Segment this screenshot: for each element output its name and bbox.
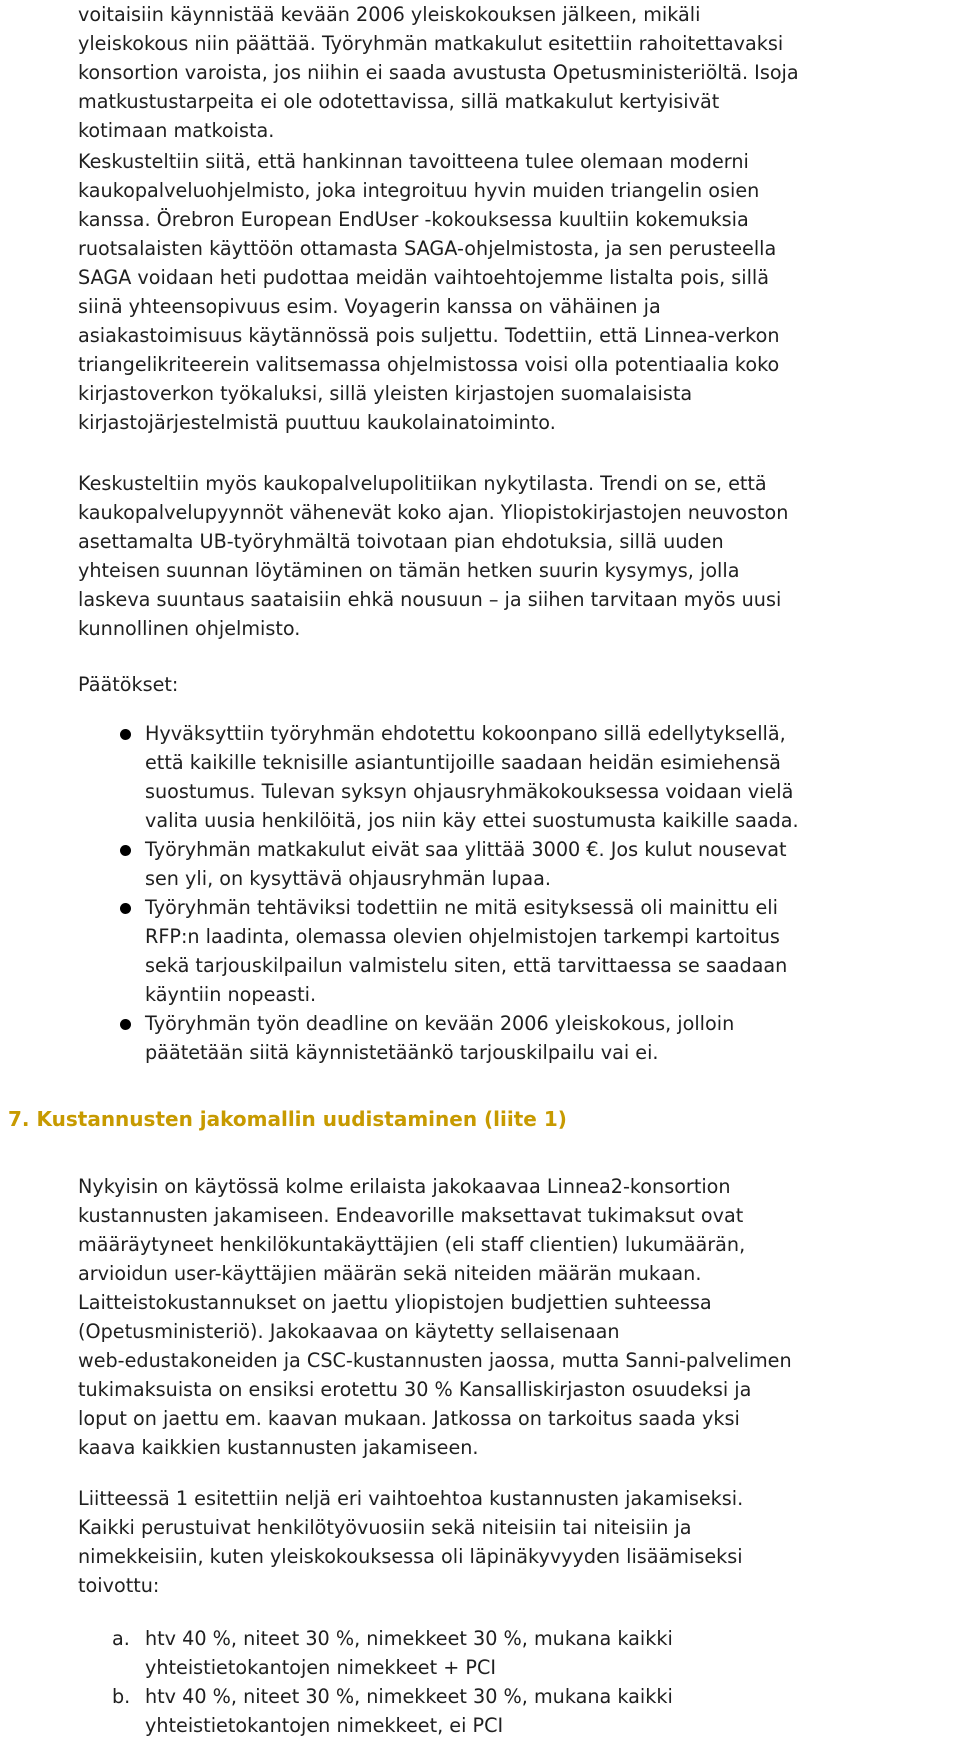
decision-item: Työryhmän työn deadline on kevään 2006 yleiskokous, jolloin päätetään siitä käynnistetäänkö tarjouskilpailu vai ei.: [145, 1012, 735, 1064]
bullet-icon: [120, 845, 131, 856]
option-text: htv 40 %, niteet 30 %, nimekkeet 30 %, mukana kaikki yhteistietokantojen nimekkeet + PCI: [145, 1627, 673, 1679]
option-text: htv 40 %, niteet 30 %, nimekkeet 30 %, mukana kaikki yhteistietokantojen nimekkeet, ei PCI: [145, 1685, 673, 1737]
paragraph-alternatives: Liitteessä 1 esitettiin neljä eri vaihtoehtoa kustannusten jakamiseksi. Kaikki perustuivat henkilötyövuosiin sekä niteisiin tai niteisiin ja nimekkeisiin, kuten yleiskokouksessa oli läpinäkyvyyden lisäämiseksi toivottu:: [78, 1487, 744, 1597]
decision-item: Työryhmän tehtäviksi todettiin ne mitä esityksessä oli mainittu eli RFP:n laadinta, olemassa olevien ohjelmistojen tarkempi kartoitus sekä tarjouskilpailun valmistelu siten, että tarvittaessa se saadaan käyntiin nopeasti.: [145, 896, 788, 1006]
bullet-icon: [120, 1019, 131, 1030]
bullet-icon: [120, 729, 131, 740]
paragraph-policy-discussion: Keskusteltiin myös kaukopalvelupolitiikan nykytilasta. Trendi on se, että kaukopalvelupyynnöt vähenevät koko ajan. Yliopistokirjastojen neuvoston asettamalta UB-työryhmältä toivotaan pian ehdotuksia, sillä uuden yhteisen suunnan löytäminen on tämän hetken suurin kysymys, jolla laskeva suuntaus saataisiin ehkä nousuun – ja siihen tarvitaan myös uusi kunnollinen ohjelmisto.: [78, 472, 789, 640]
list-marker: a.: [112, 1627, 130, 1650]
paragraph-travel-costs: voitaisiin käynnistää kevään 2006 yleiskokouksen jälkeen, mikäli yleiskokous niin päättää. Työryhmän matkakulut esitettiin rahoitettavaksi konsortion varoista, jos niihin ei saada avustusta Opetusministeriöltä. Isoja matkustustarpeita ei ole odotettavissa, sillä matkakulut kertyisivät kotimaan matkoista.: [78, 3, 799, 142]
decisions-label: Päätökset:: [78, 673, 179, 696]
bullet-icon: [120, 903, 131, 914]
section-7-title: 7. Kustannusten jakomallin uudistaminen (liite 1): [8, 1107, 567, 1131]
paragraph-cost-formulas: Nykyisin on käytössä kolme erilaista jakokaavaa Linnea2-konsortion kustannusten jakamiseen. Endeavorille maksettavat tukimaksut ovat määräytyneet henkilökuntakäyttäjien (eli staff clientien) lukumäärän, arvioidun user-käyttäjien määrän sekä niteiden määrän mukaan. Laitteistokustannukset on jaettu yliopistojen budjettien suhteessa (Opetusministeriö). Jakokaavaa on käytetty sellaisenaan web-edustakoneiden ja CSC-kustannusten jaossa, mutta Sanni-palvelimen tukimaksuista on ensiksi erotettu 30 % Kansalliskirjaston osuudeksi ja loput on jaettu em. kaavan mukaan. Jatkossa on tarkoitus saada yksi kaava kaikkien kustannusten jakamiseen.: [78, 1175, 792, 1459]
paragraph-software-discussion: Keskusteltiin siitä, että hankinnan tavoitteena tulee olemaan moderni kaukopalveluohjelmisto, joka integroituu hyvin muiden triangelin osien kanssa. Örebron European EndUser -kokouksessa kuultiin kokemuksia ruotsalaisten käyttöön ottamasta SAGA-ohjelmistosta, ja sen perusteella SAGA voidaan heti pudottaa meidän vaihtoehtojemme listalta pois, sillä siinä yhteensopivuus esim. Voyagerin kanssa on vähäinen ja asiakastoimisuus käytännössä pois suljettu. Todettiin, että Linnea-verkon triangelikriteerein valitsemassa ohjelmistossa voisi olla potentiaalia koko kirjastoverkon työkaluksi, sillä yleisten kirjastojen suomalaisista kirjastojärjestelmistä puuttuu kaukolainatoiminto.: [78, 150, 780, 434]
list-marker: b.: [112, 1685, 131, 1708]
decision-item: Työryhmän matkakulut eivät saa ylittää 3000 €. Jos kulut nousevat sen yli, on kysyttävä ohjausryhmän lupaa.: [145, 838, 787, 890]
decision-item: Hyväksyttiin työryhmän ehdotettu kokoonpano sillä edellytyksellä, että kaikille teknisille asiantuntijoille saadaan heidän esimiehensä suostumus. Tulevan syksyn ohjausryhmäkokouksessa voidaan vielä valita uusia henkilöitä, jos niin käy ettei suostumusta kaikille saada.: [145, 722, 799, 832]
